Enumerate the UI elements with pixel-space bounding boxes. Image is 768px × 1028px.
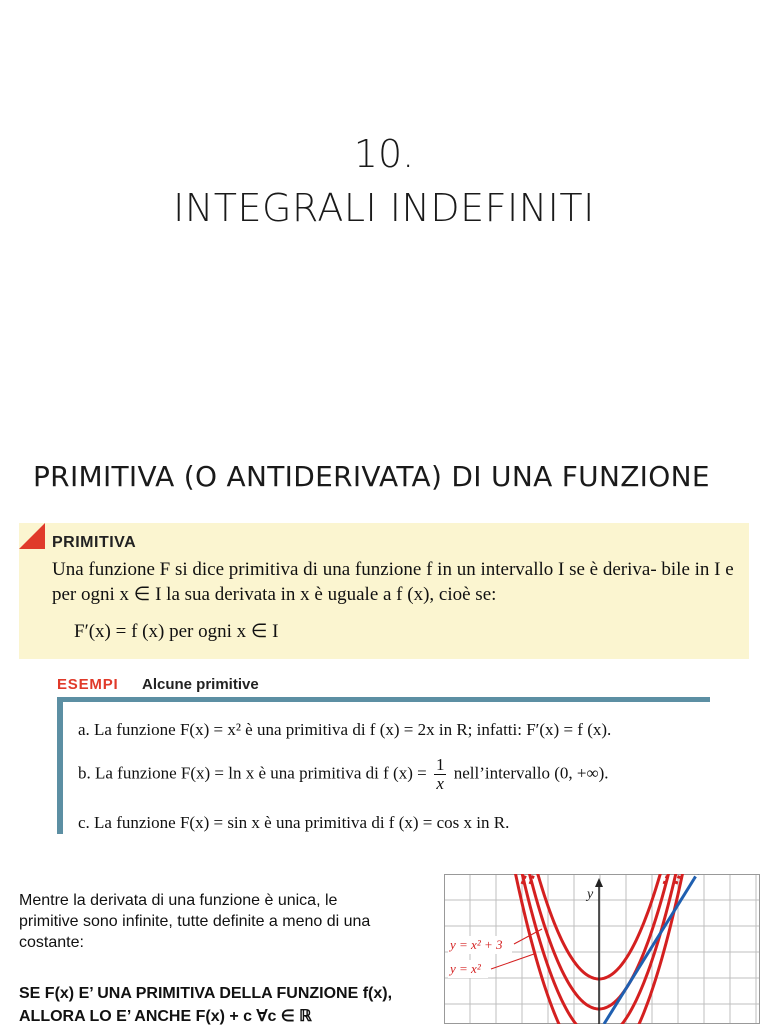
example-item-c [78,813,509,833]
definition-corner-marker [19,523,45,549]
primitives-graph [444,874,760,1024]
bold-statement: SE F(x) E’ UNA PRIMITIVA DELLA FUNZIONE f(x), ALLORA LO E’ ANCHE F(x) + c ∀c ∈ ℝ [19,985,393,1025]
examples-label: ESEMPI [57,676,119,693]
example-text: La funzione F(x) = ln x è una primitiva di f (x) = [95,763,427,783]
fraction-denominator: x [436,774,444,793]
svg-text:y = x² + 3: y = x² + 3 [450,937,503,952]
definition-formula: F′(x) = f (x) per ogni x ∈ I [74,621,279,642]
example-text: La funzione F(x) = sin x è una primitiva di f (x) = cos x in R. [94,813,510,832]
curve-label-lower [448,954,534,978]
section-heading: PRIMITIVA (O ANTIDERIVATA) DI UNA FUNZIONE [33,460,710,493]
examples-left-rule [57,697,63,834]
body-paragraph: Mentre la derivata di una funzione è unica, le primitive sono infinite, tutte definite a meno di una costante: [19,892,371,951]
examples-subtitle: Alcune primitive [142,676,259,693]
example-marker: c. [78,813,90,832]
example-text: La funzione F(x) = x² è una primitiva di f (x) = 2x in R; infatti: F′(x) = f (x). [94,720,612,739]
example-marker: a. [78,720,90,739]
y-axis-label: y [587,887,594,902]
fraction-numerator: 1 [435,755,445,774]
y-axis-arrow [595,878,603,887]
svg-text:y = x²: y = x² [450,961,481,976]
example-item-b [78,756,609,793]
definition-label: PRIMITIVA [52,534,137,551]
examples-top-rule [57,697,710,702]
slide-title: INTEGRALI INDEFINITI [173,186,595,230]
example-item-a [78,720,611,740]
example-text: nell’intervallo (0, +∞). [453,763,609,783]
definition-text: Una funzione F si dice primitiva di una funzione f in un intervallo I se è deriva- bile in I e per ogni x ∈ I la sua derivata in x è uguale a f (x), cioè se: [52,559,734,605]
slide-number: 10. [353,132,415,176]
example-marker: b. [78,763,91,783]
fraction [434,756,447,793]
